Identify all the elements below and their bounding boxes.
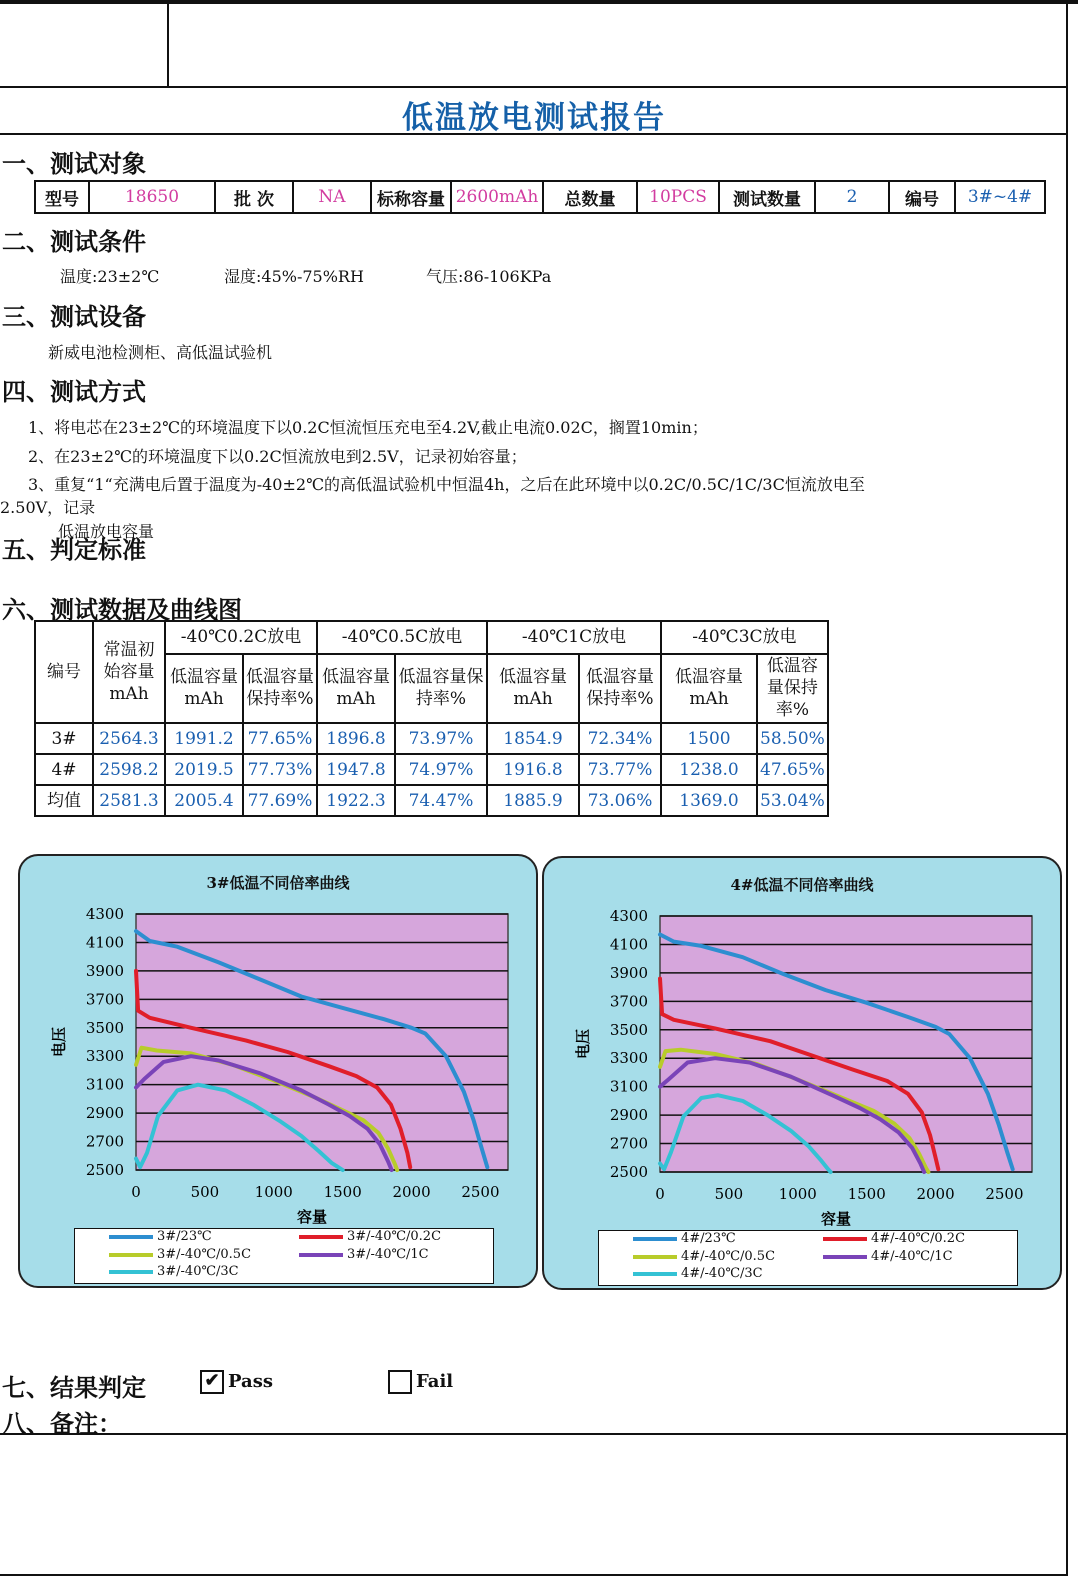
cell: 1991.2 [165, 723, 243, 754]
humidity-text: 湿度:45%-75%RH [224, 267, 364, 286]
section1-heading: 一、测试对象 [2, 149, 146, 178]
col-header-cap: 低温容量mAh [317, 654, 395, 723]
fail-checkbox[interactable] [388, 1370, 412, 1394]
legend-swatch [823, 1237, 867, 1241]
pass-option[interactable] [200, 1370, 273, 1394]
y-tick-label: 3500 [609, 1020, 648, 1039]
chart-4-plot [544, 858, 1060, 1288]
section5-heading: 五、判定标准 [2, 535, 146, 564]
cell: 73.06% [579, 785, 661, 816]
bottom-border [0, 1574, 1068, 1576]
legend-label: 4#/-40℃/0.2C [871, 1231, 966, 1246]
col-header-ret: 低温容量保持率% [243, 654, 317, 723]
chart-panel-4 [542, 856, 1062, 1290]
cell: 2598.2 [93, 754, 165, 785]
group-header-02c: -40℃0.2C放电 [165, 621, 317, 654]
chart-3-legend [74, 1228, 494, 1284]
section8-heading: 八、备注： [2, 1409, 122, 1438]
y-tick-label: 3700 [609, 992, 648, 1011]
col-header-ret: 低温容量保持率% [757, 654, 828, 723]
table-row [35, 723, 828, 754]
cell: 1922.3 [317, 785, 395, 816]
legend-item [109, 1247, 251, 1262]
cell: 2564.3 [93, 723, 165, 754]
chart-title-4: 4#低温不同倍率曲线 [730, 876, 874, 894]
y-tick-label: 3300 [85, 1047, 124, 1066]
row-id: 4# [35, 754, 93, 785]
x-tick-label: 1500 [847, 1185, 886, 1203]
y-tick-label: 2700 [85, 1132, 124, 1151]
x-tick-label: 2500 [461, 1183, 500, 1201]
legend-item [299, 1229, 441, 1244]
col-header-ret: 低温容量保持率% [579, 654, 661, 723]
cell: 58.50% [757, 723, 828, 754]
cell: 1885.9 [487, 785, 579, 816]
chart-4-legend [598, 1230, 1018, 1286]
capacity-label: 标称容量 [371, 181, 451, 213]
y-tick-label: 4300 [609, 907, 648, 925]
cell: 72.34% [579, 723, 661, 754]
cell: 53.04% [757, 785, 828, 816]
pass-checkbox[interactable]: ✔ [200, 1370, 224, 1394]
pass-label: Pass [228, 1371, 273, 1392]
x-tick-label: 2000 [916, 1185, 955, 1203]
model-label: 型号 [35, 181, 89, 213]
cell: 1854.9 [487, 723, 579, 754]
cell: 2005.4 [165, 785, 243, 816]
x-tick-label: 2000 [392, 1183, 431, 1201]
cell: 1896.8 [317, 723, 395, 754]
y-tick-label: 2900 [609, 1106, 648, 1125]
y-tick-label: 2700 [609, 1134, 648, 1153]
test-qty-label: 测试数量 [719, 181, 815, 213]
group-header-05c: -40℃0.5C放电 [317, 621, 487, 654]
x-tick-label: 1000 [254, 1183, 293, 1201]
legend-swatch [299, 1235, 343, 1239]
batch-value: NA [293, 181, 371, 213]
x-tick-label: 1500 [323, 1183, 362, 1201]
legend-swatch [109, 1235, 153, 1239]
id-label: 编号 [889, 181, 955, 213]
x-tick-label: 0 [655, 1185, 665, 1203]
cell: 1916.8 [487, 754, 579, 785]
test-object-table [34, 180, 1046, 214]
legend-item [633, 1231, 736, 1246]
legend-item [823, 1231, 965, 1246]
cell: 77.65% [243, 723, 317, 754]
x-tick-label: 500 [190, 1183, 220, 1201]
legend-label: 3#/23℃ [157, 1229, 212, 1244]
y-axis-label: 电压 [574, 1028, 592, 1060]
cell: 47.65% [757, 754, 828, 785]
method-step-3-tail: 低温放电容量 [58, 522, 155, 541]
test-qty-value: 2 [815, 181, 889, 213]
y-tick-label: 2500 [609, 1163, 648, 1181]
y-tick-label: 3900 [85, 961, 124, 980]
legend-label: 3#/-40℃/0.2C [347, 1229, 442, 1244]
cell: 73.97% [395, 723, 487, 754]
batch-label: 批 次 [215, 181, 293, 213]
cell: 74.47% [395, 785, 487, 816]
col-header-id: 编号 [35, 621, 93, 723]
notes-top-line [0, 1433, 1068, 1435]
y-tick-label: 3900 [609, 963, 648, 982]
method-step-3-cont: 2.50V，记录 [0, 498, 96, 517]
fail-label: Fail [416, 1371, 454, 1392]
y-tick-label: 3100 [609, 1077, 648, 1096]
id-value: 3#~4# [955, 181, 1045, 213]
y-tick-label: 2500 [85, 1161, 124, 1179]
legend-swatch [633, 1272, 677, 1276]
right-border [1066, 4, 1068, 1576]
legend-label: 3#/-40℃/0.5C [157, 1247, 252, 1262]
section7-heading: 七、结果判定 [2, 1373, 146, 1402]
section3-heading: 三、测试设备 [2, 302, 146, 331]
cell: 1369.0 [661, 785, 757, 816]
group-header-1c: -40℃1C放电 [487, 621, 661, 654]
temperature-text: 温度:23±2℃ [60, 267, 160, 286]
chart-3-plot [20, 856, 536, 1286]
cell: 77.73% [243, 754, 317, 785]
x-tick-label: 1000 [778, 1185, 817, 1203]
cell: 2019.5 [165, 754, 243, 785]
table-row [35, 754, 828, 785]
legend-swatch [823, 1255, 867, 1259]
method-step-3: 3、重复“1“充满电后置于温度为-40±2℃的高低温试验机中恒温4h，之后在此环境中以0.2C/0.5C/1C/3C恒流放电至 [28, 475, 865, 494]
fail-option[interactable] [388, 1370, 453, 1394]
legend-label: 4#/-40℃/0.5C [681, 1249, 776, 1264]
col-header-initial: 常温初始容量mAh [93, 621, 165, 723]
cell: 1947.8 [317, 754, 395, 785]
section4-heading: 四、测试方式 [2, 377, 146, 406]
legend-item [109, 1264, 239, 1279]
cell: 74.97% [395, 754, 487, 785]
col-header-cap: 低温容量mAh [661, 654, 757, 723]
x-tick-label: 500 [714, 1185, 744, 1203]
x-tick-label: 2500 [985, 1185, 1024, 1203]
y-axis-label: 电压 [50, 1026, 68, 1058]
total-value: 10PCS [637, 181, 719, 213]
col-header-cap: 低温容量mAh [487, 654, 579, 723]
chart-panel-3 [18, 854, 538, 1288]
legend-item [633, 1266, 763, 1281]
method-step-2: 2、在23±2℃的环境温度下以0.2C恒流放电到2.5V，记录初始容量； [28, 447, 527, 466]
col-header-cap: 低温容量mAh [165, 654, 243, 723]
section2-heading: 二、测试条件 [2, 227, 146, 256]
header-bottom-line [0, 86, 1068, 88]
legend-swatch [109, 1270, 153, 1274]
legend-label: 4#/23℃ [681, 1231, 736, 1246]
cell: 1238.0 [661, 754, 757, 785]
equipment-text: 新威电池检测柜、高低温试验机 [48, 343, 273, 362]
legend-swatch [633, 1255, 677, 1259]
legend-swatch [299, 1253, 343, 1257]
y-tick-label: 3300 [609, 1049, 648, 1068]
legend-label: 4#/-40℃/3C [681, 1266, 763, 1281]
cell: 73.77% [579, 754, 661, 785]
y-tick-label: 2900 [85, 1104, 124, 1123]
col-header-ret: 低温容量保持率% [395, 654, 487, 723]
y-tick-label: 4100 [609, 935, 648, 954]
cell: 2581.3 [93, 785, 165, 816]
legend-item [109, 1229, 212, 1244]
x-axis-label: 容量 [296, 1208, 328, 1226]
group-header-3c: -40℃3C放电 [661, 621, 828, 654]
table-row [35, 785, 828, 816]
y-tick-label: 4300 [85, 905, 124, 923]
section6-heading: 六、测试数据及曲线图 [2, 595, 242, 624]
cell: 77.69% [243, 785, 317, 816]
top-border [0, 0, 1078, 4]
plot-area [660, 916, 1032, 1172]
method-step-1: 1、将电芯在23±2℃的环境温度下以0.2C恒流恒压充电至4.2V,截止电流0.02C，搁置10min； [28, 418, 708, 437]
pressure-text: 气压:86-106KPa [426, 267, 552, 286]
row-id: 3# [35, 723, 93, 754]
model-value: 18650 [89, 181, 215, 213]
x-axis-label: 容量 [820, 1210, 852, 1228]
x-tick-label: 0 [131, 1183, 141, 1201]
legend-label: 3#/-40℃/1C [347, 1247, 429, 1262]
total-label: 总数量 [543, 181, 637, 213]
legend-swatch [633, 1237, 677, 1241]
capacity-value: 2600mAh [451, 181, 543, 213]
header-divider [167, 4, 169, 86]
chart-title-3: 3#低温不同倍率曲线 [206, 874, 350, 892]
cell: 1500 [661, 723, 757, 754]
legend-swatch [109, 1253, 153, 1257]
report-title: 低温放电测试报告 [402, 100, 666, 136]
legend-item [633, 1249, 775, 1264]
row-id: 均值 [35, 785, 93, 816]
y-tick-label: 3500 [85, 1018, 124, 1037]
y-tick-label: 3100 [85, 1075, 124, 1094]
legend-item [823, 1249, 953, 1264]
legend-label: 3#/-40℃/3C [157, 1264, 239, 1279]
legend-item [299, 1247, 429, 1262]
test-data-table [34, 620, 829, 817]
y-tick-label: 4100 [85, 933, 124, 952]
y-tick-label: 3700 [85, 990, 124, 1009]
legend-label: 4#/-40℃/1C [871, 1249, 953, 1264]
